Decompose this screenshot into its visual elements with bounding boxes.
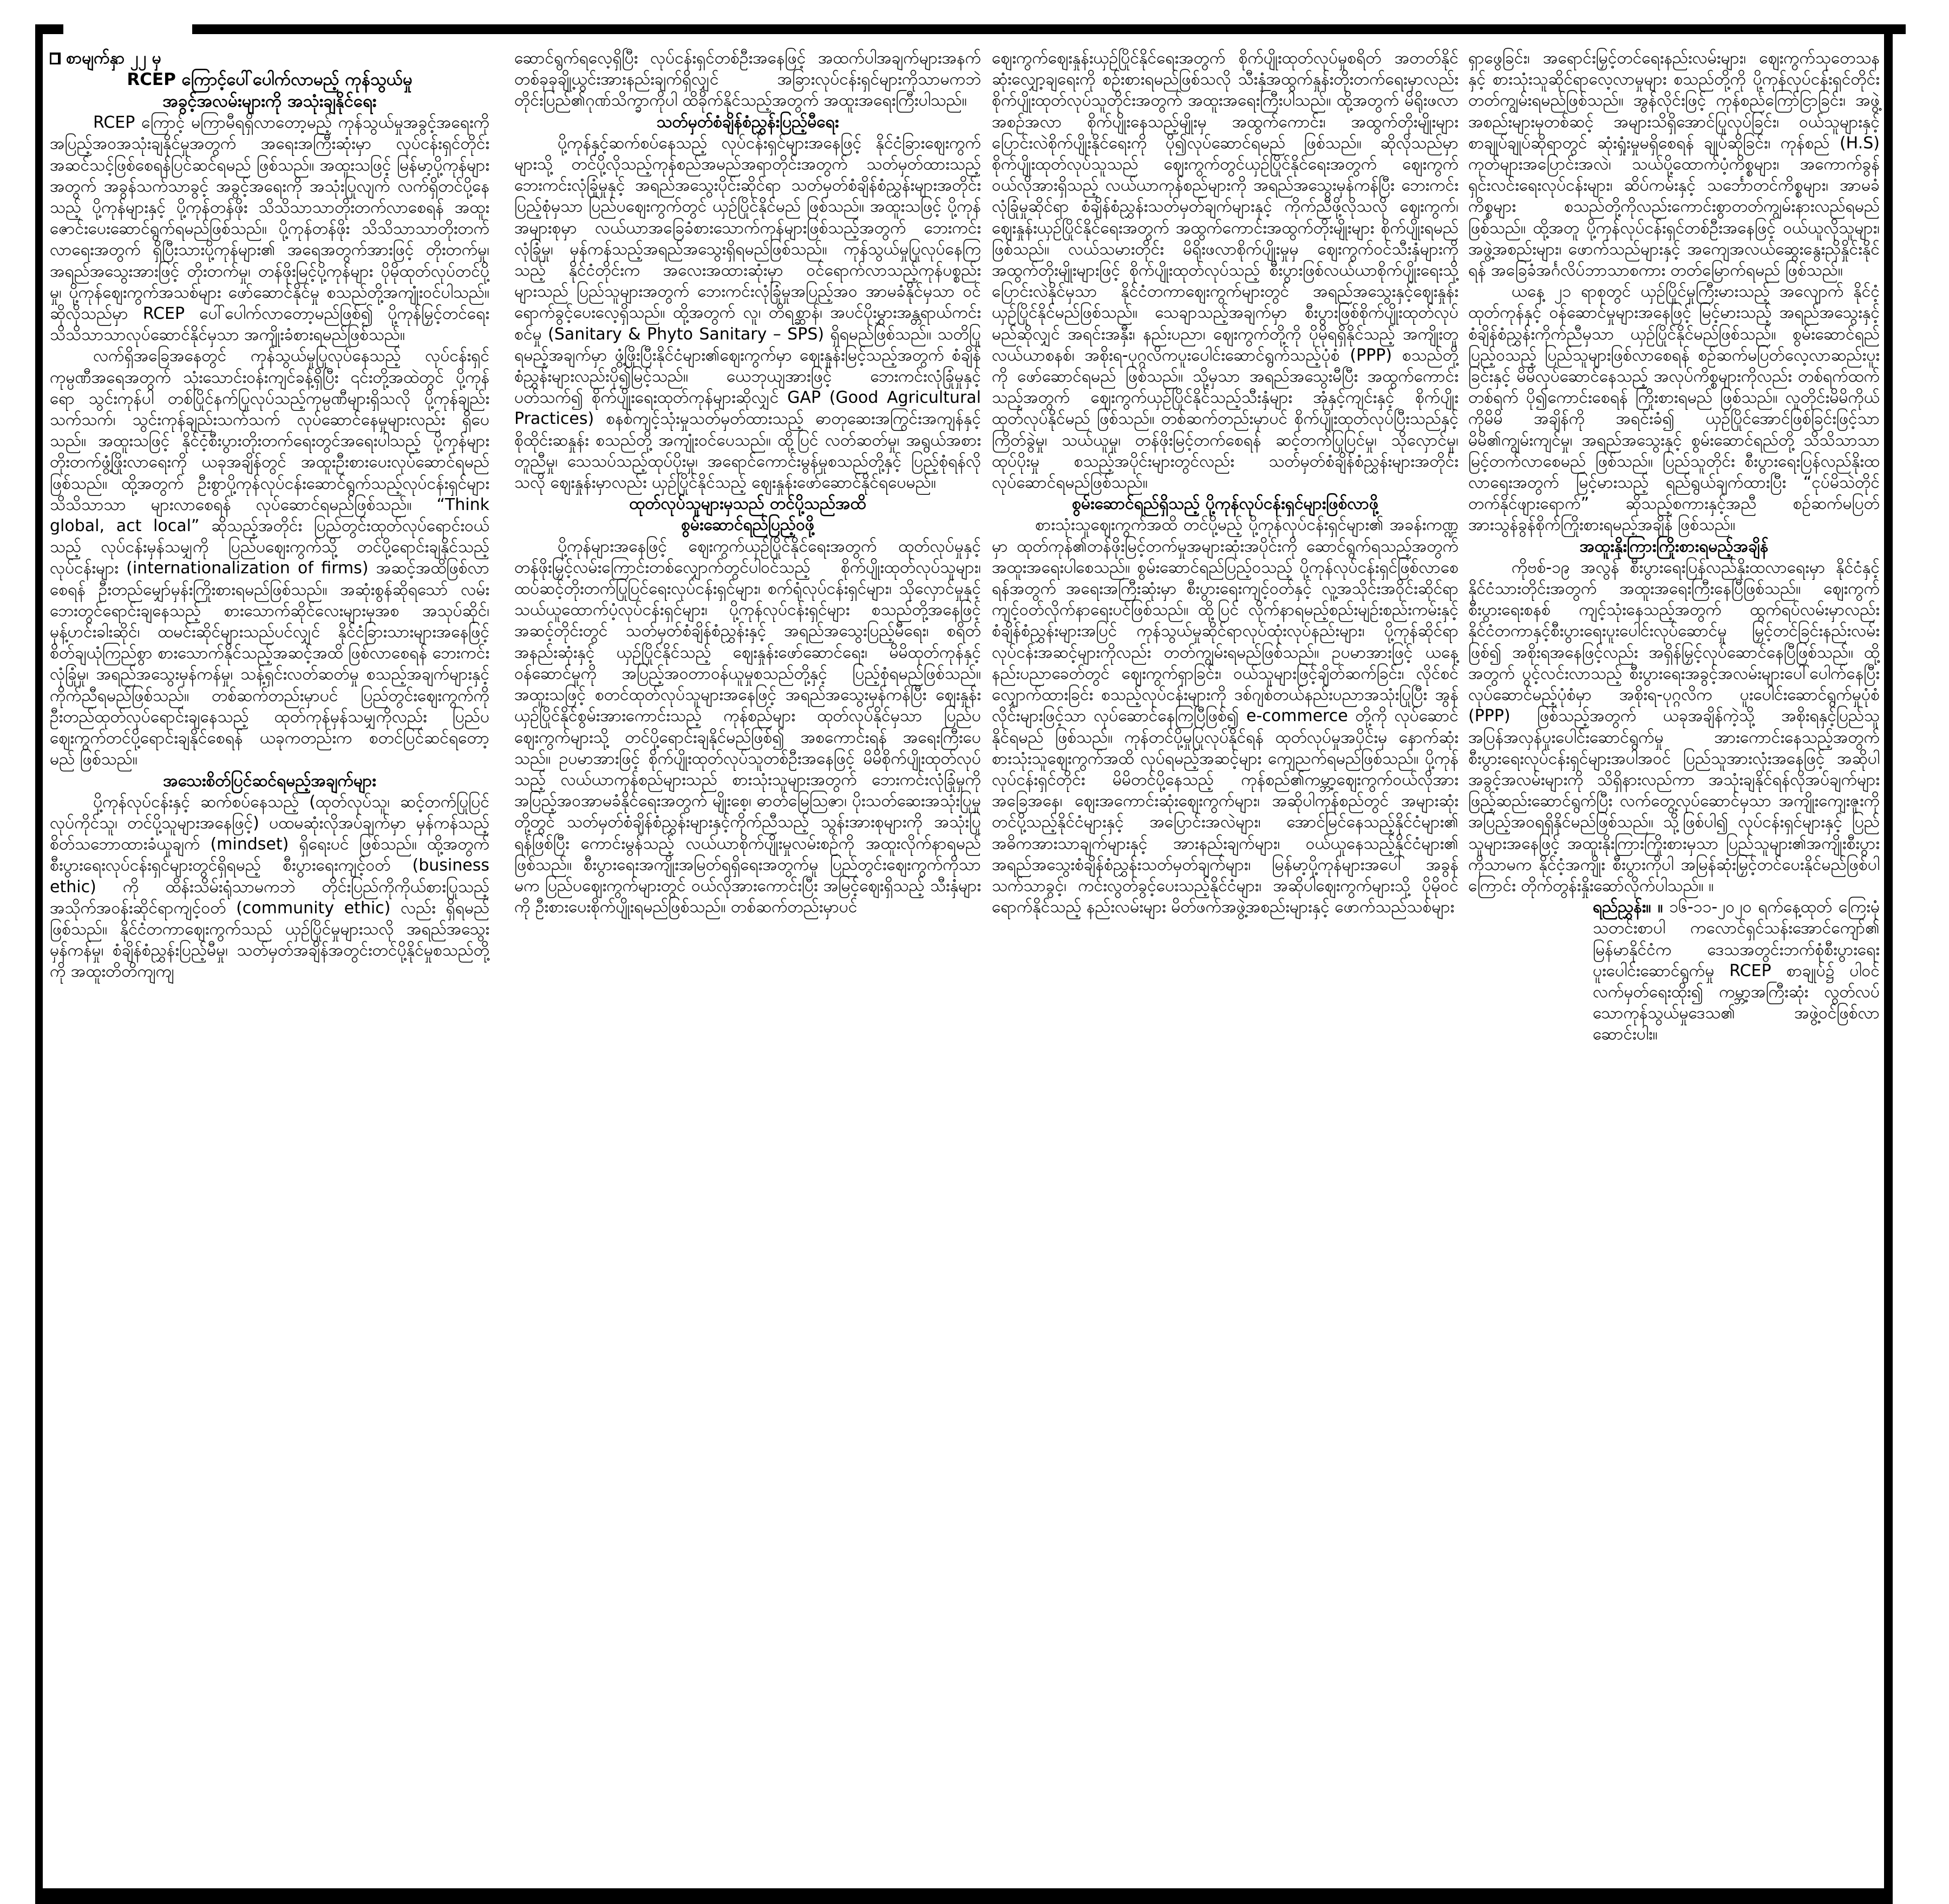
paragraph: ဈေးကွက်ဈေးနှုန်းယှဉ်ပြိုင်နိုင်ရေးအတွက် စိုက်ပျိုးထုတ်လုပ်မှုစရိတ် အတတ်နိုင်ဆုံးလျှော့ချရေးကို စဉ်းစားရမည်ဖြစ်သလို သီးနှံအထွက်နှုန်းတိုးတက်ရေးမှာလည်း စိုက်ပျိုးထုတ်လုပ်သူတိုင်းအတွက် အထူးအရေးကြီးပါသည်။ ထို့အတွက် မိရိုးဖလာအစဉ်အလာ စိုက်ပျိုးနေသည့်မျိုးမှ အထွက်ကောင်း၊ အထွက်တိုးမျိုးများ ပြောင်းလဲစိုက်ပျိုးနိုင်ရေးကို ပို၍လုပ်ဆောင်ရမည် ဖြစ်သည်။ ဆိုလိုသည်မှာ စိုက်ပျိုးထုတ်လုပ်သူသည် ဈေးကွက်တွင်ယှဉ်ပြိုင်နိုင်ရေးအတွက် ဈေးကွက်ဝယ်လိုအားရှိသည့် လယ်ယာကုန်စည်များကို အရည်အသွေးမှန်ကန်ပြီး ဘေးကင်းလုံခြုံမှုဆိုင်ရာ စံချိန်စံညွှန်းသတ်မှတ်ချက်များနှင့် ကိုက်ညီဖို့လိုသလို ဈေးကွက်၊ ဈေးနှုန်းယှဉ်ပြိုင်နိုင်ရေးအတွက် အထွက်ကောင်းအထွက်တိုးမျိုးများ စိုက်ပျိုးရမည်ဖြစ်သည်။ လယ်သမားတိုင်း မိရိုးဖလာစိုက်ပျိုးမှုမှ ဈေးကွက်ဝင်သီးနှံများကို အထွက်တိုးမျိုးများဖြင့် စိုက်ပျိုးထုတ်လုပ်သည့် စီးပွားဖြစ်လယ်ယာစိုက်ပျိုးရေးသို့ ပြောင်းလဲနိုင်မှသာ နိုင်ငံတကာဈေးကွက်များတွင် အရည်အသွေးနှင့်ဈေးနှုန်းယှဉ်ပြိုင်နိုင်မည်ဖြစ်သည်။ သေချာသည့်အချက်မှာ စီးပွားဖြစ်စိုက်ပျိုးထုတ်လုပ်မည်ဆိုလျှင် အရင်းအနှီး၊ နည်းပညာ၊ ဈေးကွက်တို့ကို ပိုမိုရရှိနိုင်သည့် အကျိုးတူလယ်ယာစနစ်၊ အစိုးရ-ပုဂ္ဂလိကပူးပေါင်းဆောင်ရွက်သည့်ပုံစံ (PPP) စသည်တို့ကို ဖော်ဆောင်ရမည် ဖြစ်သည်။ သို့မှသာ အရည်အသွေးမီပြီး အထွက်ကောင်းသည့်အတွက် ဈေးကွက်ယှဉ်ပြိုင်နိုင်သည့်သီးနှံများ အုံနှင့်ကျင်းနှင့် စိုက်ပျိုးထုတ်လုပ်နိုင်မည် ဖြစ်သည်။ တစ်ဆက်တည်းမှာပင် စိုက်ပျိုးထုတ်လုပ်ပြီးသည်နှင့် ကြိတ်ခွဲမှု၊ သယ်ယူမှု၊ တန်ဖိုးမြင့်တက်စေရန် ဆင့်တက်ပြုပြင်မှု၊ သိုလှောင်မှု၊ ထုပ်ပိုးမှု စသည့်အပိုင်းများတွင်လည်း သတ်မှတ်စံချိန်စံညွှန်းများအတိုင်း လုပ်ဆောင်ရမည်ဖြစ်သည်။ [992,49,1459,493]
section-heading-line-2: စွမ်းဆောင်ရည်ပြည့်ဝဖို့ [681,515,815,535]
section-heading: အသေးစိတ်ပြင်ဆင်ရမည့်အချက်များ [163,771,376,790]
frame-border-left [35,24,43,1904]
article-title-line-1: RCEP ကြောင့်ပေါ်ပေါက်လာမည့် ကုန်သွယ်မှု [127,70,413,90]
paragraph: ပို့ကုန်လုပ်ငန်းနှင့် ဆက်စပ်နေသည့် (ထုတ်လုပ်သူ၊ ဆင့်တက်ပြုပြင်လုပ်ကိုင်သူ၊ တင်ပို့သူများအနေဖြင့်) ပထမဆုံးလိုအပ်ချက်မှာ မှန်ကန်သည့်စိတ်သဘောထားခံယူချက် (mindset) ရှိရေးပင် ဖြစ်သည်။ ထို့အတွက် စီးပွားရေးလုပ်ငန်းရှင်များတွင်ရှိရမည့် စီးပွားရေးကျင့်ဝတ် (business ethic) ကို ထိန်းသိမ်းရုံသာမကဘဲ တိုင်းပြည်ကိုကိုယ်စားပြုသည့် အသိုက်အဝန်းဆိုင်ရာကျင့်ဝတ် (community ethic) လည်း ရှိရမည်ဖြစ်သည်။ နိုင်ငံတကာဈေးကွက်သည် ယှဉ်ပြိုင်မှုများသလို အရည်အသွေးမှန်ကန်မှု၊ စံချိန်စံညွှန်းပြည့်မီမှု၊ သတ်မှတ်အချိန်အတွင်းတင်ပို့နိုင်မှုစသည်တို့ကို အထူးတိတိကျကျ [50,792,489,982]
frame-border-top [192,24,1906,34]
frame-border-right [1884,24,1893,1904]
paragraph: ပို့ကုန်များအနေဖြင့် ဈေးကွက်ယှဉ်ပြိုင်နိုင်ရေးအတွက် ထုတ်လုပ်မှုနှင့် တန်ဖိုးမြှင့်လမ်းကြောင်းတစ်လျှောက်တွင်ပါဝင်သည့် စိုက်ပျိုးထုတ်လုပ်သူများ၊ ထပ်ဆင့်တိုးတက်ပြုပြင်ရေးလုပ်ငန်းရှင်များ၊ စက်ရုံလုပ်ငန်းရှင်များ၊ သိုလှောင်မှုနှင့် သယ်ယူထောက်ပံ့လုပ်ငန်းရှင်များ၊ ပို့ကုန်လုပ်ငန်းရှင်များ စသည်တို့အနေဖြင့် အဆင့်တိုင်းတွင် သတ်မှတ်စံချိန်စံညွှန်းနှင့် အရည်အသွေးပြည့်မီရေး၊ စရိတ်အနည်းဆုံးနှင့် ယှဉ်ပြိုင်နိုင်သည့် ဈေးနှုန်းဖော်ဆောင်ရေး၊ မိမိထုတ်ကုန်နှင့်ဝန်ဆောင်မှုကို အပြည့်အဝတာဝန်ယူမှုစသည်တို့နှင့် ပြည့်စုံရမည်ဖြစ်သည်။ အထူးသဖြင့် စတင်ထုတ်လုပ်သူများအနေဖြင့် အရည်အသွေးမှန်ကန်ပြီး ဈေးနှုန်းယှဉ်ပြိုင်နိုင်စွမ်းအားကောင်းသည့် ကုန်စည်များ ထုတ်လုပ်နိုင်မှသာ ပြည်ပဈေးကွက်များသို့ တင်ပို့ရောင်းချနိုင်မည်ဖြစ်၍ အစကောင်းရန် အရေးကြီးပေသည်။ ဥပမာအားဖြင့် စိုက်ပျိုးထုတ်လုပ်သူတစ်ဦးအနေဖြင့် မိမိစိုက်ပျိုးထုတ်လုပ်သည့် လယ်ယာကုန်စည်များသည် စားသုံးသူများအတွက် ဘေးကင်းလုံခြုံမှုကို အပြည့်အဝအာမခံနိုင်ရေးအတွက် မျိုးစေ့၊ ဓာတ်မြေဩဇာ၊ ပိုးသတ်ဆေးအသုံးပြုမှုတို့တွင် သတ်မှတ်စံချိန်စံညွှန်းများနှင့်ကိုက်ညီသည့် သွန်းအားစုများကို အသုံးပြုရန်ဖြစ်ပြီး ကောင်းမွန်သည့် လယ်ယာစိုက်ပျိုးမှုလမ်းစဉ်ကို အထူးလိုက်နာရမည်ဖြစ်သည်။ စီးပွားရေးအကျိုးအမြတ်ရရှိရေးအတွက်မူ ပြည်တွင်းဈေးကွက်ကိုသာမက ပြည်ပဈေးကွက်များတွင် ဝယ်လိုအားကောင်းပြီး အမြင့်ဈေးရှိသည့် သီးနှံများကို ဦးစားပေးစိုက်ပျိုးရမည်ဖြစ်သည်။ တစ်ဆက်တည်းမှာပင် [514,536,981,917]
frame-border-bottom [35,1888,1893,1904]
article-column-3 [992,48,1459,918]
continued-from-marker [50,48,489,69]
reference-text: ၁၆-၁၁-၂၀၂၀ ရက်နေ့ထုတ် ကြေးမုံသတင်းစာပါ ကလောင်ရှင်သန်းအောင်ကျော်၏ မြန်မာနိုင်ငံက ဒေသအတွင်းဘက်စုံစီးပွားရေး ပူးပေါင်းဆောင်ရွက်မှု RCEP စာချုပ်၌ ပါဝင်လက်မှတ်ရေးထိုး၍ ကမ္ဘာ့အကြီးဆုံး လွတ်လပ်သောကုန်သွယ်မှုဒေသ၏ အဖွဲ့ဝင်ဖြစ်လာဆောင်းပါး။ [1593,898,1880,1044]
section-heading-line-1: ထုတ်လုပ်သူများမှသည် တင်ပို့သည်အထိ [629,494,866,514]
paragraph: ရှာဖွေခြင်း၊ အရောင်းမြှင့်တင်ရေးနည်းလမ်းများ၊ ဈေးကွက်သုတေသနနှင့် စားသုံးသူဆိုင်ရာလေ့လာမှုများ စသည်တို့ကို ပို့ကုန်လုပ်ငန်းရှင်တိုင်း တတ်ကျွမ်းရမည်ဖြစ်သည်။ အွန်လိုင်းဖြင့် ကုန်စည်ကြော်ငြာခြင်း၊ အဖွဲ့အစည်းများမှတစ်ဆင့် အများသိရှိအောင်ပြုလုပ်ခြင်း၊ ဝယ်သူများနှင့် စာချုပ်ချုပ်ဆိုရာတွင် ဆုံးရှုံးမှုမရှိစေရန် ချုပ်ဆိုခြင်း၊ ကုန်စည် (H.S) ကုတ်များအပြောင်းအလဲ၊ သယ်ပို့ထောက်ပံ့ကိစ္စများ၊ အကောက်ခွန်ရှင်းလင်းရေးလုပ်ငန်းများ၊ ဆိပ်ကမ်းနှင့် သင်္ဘောတင်ကိစ္စများ၊ အာမခံကိစ္စများ စသည်တို့ကိုလည်းကောင်းစွာတတ်ကျွမ်းနားလည်ရမည်ဖြစ်သည်။ ထို့အတူ ပို့ကုန်လုပ်ငန်းရှင်တစ်ဦးအနေဖြင့် ဝယ်ယူလိုသူများ၊ အဖွဲ့အစည်းများ၊ ဖောက်သည်များနှင့် အကျေအလယ်ဆွေးနွေးညှိနှိုင်းနိုင်ရန် အခြေခံအင်္ဂလိပ်ဘာသာစကား တတ်မြောက်ရမည် ဖြစ်သည်။ [1468,49,1880,280]
article-column-4 [1468,48,1880,1045]
reference-label: ရည်ညွှန်း။ ။ [1593,898,1663,917]
paragraph: စားသုံးသူဈေးကွက်အထိ တင်ပို့မည့် ပို့ကုန်လုပ်ငန်းရှင်များ၏ အခန်းကဏ္ဍမှာ ထုတ်ကုန်၏တန်ဖိုးမြင့်တက်မှုအများဆုံးအပိုင်းကို ဆောင်ရွက်ရသည့်အတွက် အထူးအရေးပါစေသည်။ စွမ်းဆောင်ရည်ပြည့်ဝသည့် ပို့ကုန်လုပ်ငန်းရှင်ဖြစ်လာစေရန်အတွက် အရေးအကြီးဆုံးမှာ စီးပွားရေးကျင့်ဝတ်နှင့် လူ့အသိုင်းအဝိုင်းဆိုင်ရာ ကျင့်ဝတ်လိုက်နာရေးပင်ဖြစ်သည်။ ထို့ပြင် လိုက်နာရမည့်စည်းမျဉ်းစည်းကမ်းနှင့် စံချိန်စံညွှန်းများအပြင် ကုန်သွယ်မှုဆိုင်ရာလုပ်ထုံးလုပ်နည်းများ၊ ပို့ကုန်ဆိုင်ရာလုပ်ငန်းအဆင့်များကိုလည်း တတ်ကျွမ်းရမည်ဖြစ်သည်။ ဥပမာအားဖြင့် ယနေ့နည်းပညာခေတ်တွင် ဈေးကွက်ရှာခြင်း၊ ဝယ်သူများဖြင့်ချိတ်ဆက်ခြင်း၊ လိုင်စင်လျှောက်ထားခြင်း စသည့်လုပ်ငန်းများကို ဒစ်ဂျစ်တယ်နည်းပညာအသုံးပြုပြီး အွန်လိုင်းများဖြင့်သာ လုပ်ဆောင်နေကြပြီဖြစ်၍ e-commerce တို့ကို လုပ်ဆောင်နိုင်ရမည် ဖြစ်သည်။ ကုန်တင်ပို့မှုပြုလုပ်နိုင်ရန် ထုတ်လုပ်မှုအပိုင်းမှ နောက်ဆုံးစားသုံးသူဈေးကွက်အထိ လုပ်ရမည့်အဆင့်များ ကျေညက်ရမည်ဖြစ်သည်။ ပို့ကုန်လုပ်ငန်းရှင်တိုင်း မိမိတင်ပို့နေသည့် ကုန်စည်၏ကမ္ဘာ့ဈေးကွက်ဝယ်လိုအားအခြေအနေ၊ ဈေးအကောင်းဆုံးဈေးကွက်များ၊ အဆိုပါကုန်စည်တွင် အများဆုံးတင်ပို့သည့်နိုင်ငံများနှင့် အပြောင်းအလဲများ၊ အောင်မြင်နေသည့်နိုင်ငံများ၏ အဓိကအားသာချက်များနှင့် အားနည်းချက်များ၊ ဝယ်ယူနေသည့်နိုင်ငံများ၏ အရည်အသွေးစံချိန်စံညွှန်းသတ်မှတ်ချက်များ၊ မြန်မာ့ပို့ကုန်များအပေါ် အခွန်သက်သာခွင့်၊ ကင်းလွတ်ခွင့်ပေးသည့်နိုင်ငံများ၊ အဆိုပါဈေးကွက်များသို့ ပိုမိုဝင်ရောက်နိုင်သည့် နည်းလမ်းများ မိတ်ဖက်အဖွဲ့အစည်းများနှင့် ဖောက်သည်သစ်များ [992,515,1459,917]
paragraph: RCEP ကြောင့် မကြာမီရရှိလာတော့မည့် ကုန်သွယ်မှုအခွင့်အရေးကို အပြည့်အဝအသုံးချနိုင်မှုအတွက် အရေးအကြီးဆုံးမှာ လုပ်ငန်းရှင်တိုင်းအဆင်သင့်ဖြစ်စေရန်ပြင်ဆင်ရမည် ဖြစ်သည်။ အထူးသဖြင့် မြန်မာ့ပို့ကုန်များအတွက် အခွန်သက်သာခွင့် အခွင့်အရေးကို အသုံးပြုလျက် လက်ရှိတင်ပို့နေသည့် ပို့ကုန်များနှင့် ပို့ကုန်တန်ဖိုး သိသိသာသာတိုးတက်လာစေရန် အထူးဇောင်းပေးဆောင်ရွက်ရမည်ဖြစ်သည်။ ပို့ကုန်တန်ဖိုး သိသိသာသာတိုးတက်လာရေးအတွက် ရှိပြီးသားပို့ကုန်များ၏ အရေအတွက်အားဖြင့် တိုးတက်မှု၊ အရည်အသွေးအားဖြင့် တိုးတက်မှု၊ တန်ဖိုးမြင့်ပို့ကုန်များ ပိုမိုထုတ်လုပ်တင်ပို့မှု၊ ပို့ကုန်ဈေးကွက်အသစ်များ ဖော်ဆောင်နိုင်မှု စသည်တို့အကျုံးဝင်ပါသည်။ ဆိုလိုသည်မှာ RCEP ပေါ်ပေါက်လာတော့မည်ဖြစ်၍ ပို့ကုန်မြှင့်တင်ရေး သိသိသာသာလုပ်ဆောင်နိုင်မှသာ အကျိုးခံစားရမည်ဖြစ်သည်။ [50,113,489,345]
paragraph: ယနေ့ ၂၁ ရာစုတွင် ယှဉ်ပြိုင်မှုကြီးမားသည့် အလျောက် နိုင်ငံ့ထုတ်ကုန်နှင့် ဝန်ဆောင်မှုများအနေဖြင့် မြင့်မားသည့် အရည်အသွေးနှင့် စံချိန်စံညွှန်းကိုက်ညီမှသာ ယှဉ်ပြိုင်နိုင်မည်ဖြစ်သည်။ စွမ်းဆောင်ရည်ပြည့်ဝသည့် ပြည်သူများဖြစ်လာစေရန် စဉ်ဆက်မပြတ်လေ့လာဆည်းပူးခြင်းနှင့် မိမိလုပ်ဆောင်နေသည့် အလုပ်ကိစ္စများကိုလည်း တစ်ရက်ထက်တစ်ရက် ပို၍ကောင်းစေရန် ကြိုးစားရမည် ဖြစ်သည်။ လူတိုင်းမိမိကိုယ်ကိုမိမိ အချိန်ကို အရင်းခံ၍ ယှဉ်ပြိုင်အောင်ဖြစ်ခြင်းဖြင့်သာ မိမိ၏ကျွမ်းကျင်မှု၊ အရည်အသွေးနှင့် စွမ်းဆောင်ရည်တို့ သိသိသာသာမြင့်တက်လာစေမည် ဖြစ်သည်။ ပြည်သူတိုင်း စီးပွားရေးပြန်လည်နိုးထလာရေးအတွက် မြင့်မားသည့် ရည်ရွယ်ချက်ထားပြီး “ငုပ်မိသဲတိုင် တက်နိုင်ဖျားရောက်” ဆိုသည့်စကားနှင့်အညီ စဉ်ဆက်မပြတ်အားသွန်ခွန်စိုက်ကြိုးစားရမည့်အချိန် ဖြစ်သည်။ [1468,282,1880,535]
paragraph: ပို့ကုန်နှင့်ဆက်စပ်နေသည့် လုပ်ငန်းရှင်များအနေဖြင့် နိုင်ငံခြားဈေးကွက်များသို့ တင်ပို့လိုသည့်ကုန်စည်အမည်အရာတိုင်းအတွက် သတ်မှတ်ထားသည့် ဘေးကင်းလုံခြုံမှုနှင့် အရည်အသွေးပိုင်းဆိုင်ရာ သတ်မှတ်စံချိန်စံညွှန်းများအတိုင်း ပြည့်စုံမှသာ ပြည်ပဈေးကွက်တွင် ယှဉ်ပြိုင်နိုင်မည် ဖြစ်သည်။ အထူးသဖြင့် ပို့ကုန်အများစုမှာ လယ်ယာအခြေခံစားသောက်ကုန်များဖြစ်သည့်အတွက် ဘေးကင်းလုံခြုံမှု၊ မှန်ကန်သည့်အရည်အသွေးရှိရမည်ဖြစ်သည်။ ကုန်သွယ်မှုပြုလုပ်နေကြသည့် နိုင်ငံတိုင်းက အလေးအထားဆုံးမှာ ဝင်ရောက်လာသည့်ကုန်ပစ္စည်းများသည် ပြည်သူများအတွက် ဘေးကင်းလုံခြုံမှုအပြည့်အဝ အာမခံနိုင်မှသာ ဝင်ရောက်ခွင့်ပေးလေ့ရှိသည်။ ထို့အတွက် လူ၊ တိရစ္ဆာန်၊ အပင်ပိုးမွှားအန္တရာယ်ကင်းစင်မှု (Sanitary & Phyto Sanitary – SPS) ရှိရမည်ဖြစ်သည်။ သတိပြုရမည့်အချက်မှာ ဖွံ့ဖြိုးပြီးနိုင်ငံများ၏ဈေးကွက်မှာ ဈေးနှုန်းမြင့်သည့်အတွက် စံချိန်စံညွှန်းများလည်းပို၍မြင့်သည်။ ယေဘုယျအားဖြင့် ဘေးကင်းလုံခြုံမှုနှင့်ပတ်သက်၍ စိုက်ပျိုးရေးထုတ်ကုန်များဆိုလျှင် GAP (Good Agricultural Practices) စနစ်ကျင့်သုံးမှုသတ်မှတ်ထားသည့် ဓာတုဆေးအကြွင်းအကျန်နှင့် စိုထိုင်းဆနှုန်း စသည်တို့ အကျုံးဝင်ပေသည်။ ထို့ပြင် လတ်ဆတ်မှု၊ အရွယ်အစားတူညီမှု၊ သေသပ်သည့်ထုပ်ပိုးမှု၊ အရောင်ကောင်းမွန်မှုစသည်တို့နှင့် ပြည့်စုံရန်လိုသလို ဈေးနှုန်းမှာလည်း ယှဉ်ပြိုင်နိုင်သည့် ဈေးနှုန်းဖော်ဆောင်နိုင်ရပေမည်။ [514,133,981,493]
article-column-2 [514,48,981,918]
article-title-line-2: အခွင့်အလမ်းများကို အသုံးချနိုင်ရေး [162,91,377,112]
article-column-1 [50,48,489,983]
section-heading: သတ်မှတ်စံချိန်စံညွှန်းပြည့်မီရေး [656,112,839,132]
continued-from-text: စာမျက်နှာ ၂၂ မှ [66,49,161,68]
paragraph: ကိုဗစ်-၁၉ အလွန် စီးပွားရေးပြန်လည်နိုးထလာရေးမှာ နိုင်ငံနှင့် နိုင်ငံသားတိုင်းအတွက် အထူးအရေးကြီးနေပြီဖြစ်သည်။ ဈေးကွက်စီးပွားရေးစနစ် ကျင့်သုံးနေသည့်အတွက် ထွက်ရပ်လမ်းမှာလည်း နိုင်ငံတကာနှင့်စီးပွားရေးပူးပေါင်းလုပ်ဆောင်မှု မြှင့်တင်ခြင်းနည်းလမ်းဖြစ်၍ အစိုးရအနေဖြင့်လည်း အရှိန်မြှင့်လုပ်ဆောင်နေပြီဖြစ်သည်။ ထို့အတွက် ပွင့်လင်းလာသည့် စီးပွားရေးအခွင့်အလမ်းများပေါ်ပေါက်နေပြီး လုပ်ဆောင်မည့်ပုံစံမှာ အစိုးရ-ပုဂ္ဂလိက ပူးပေါင်းဆောင်ရွက်မှုပုံစံ (PPP) ဖြစ်သည့်အတွက် ယခုအချိန်ကဲ့သို့ အစိုးရနှင့်ပြည်သူ အပြန်အလှန်ပူးပေါင်းဆောင်ရွက်မှု အားကောင်းနေသည့်အတွက် စီးပွားရေးလုပ်ငန်းရှင်များအပါအဝင် ပြည်သူအားလုံးအနေဖြင့် အဆိုပါအခွင့်အလမ်းများကို သိရှိနားလည်ကာ အသုံးချနိုင်ရန်လိုအပ်ချက်များ ဖြည့်ဆည်းဆောင်ရွက်ပြီး လက်တွေ့လုပ်ဆောင်မှသာ အကျိုးကျေးဇူးကို အပြည့်အဝရရှိနိုင်မည်ဖြစ်သည်။ သို့ဖြစ်ပါ၍ လုပ်ငန်းရှင်များနှင့် ပြည်သူများအနေဖြင့် အထူးနိုးကြားကြိုးစားမှသာ ပြည်သူများ၏အကျိုးစီးပွားကိုသာမက နိုင်ငံ့အကျိုး စီးပွားကိုပါ အမြန်ဆုံးမြှင့်တင်ပေးနိုင်မည်ဖြစ်ပါကြောင်း တိုက်တွန်းနှိုးဆော်လိုက်ပါသည်။ ။ [1468,558,1880,895]
paragraph: လက်ရှိအခြေအနေတွင် ကုန်သွယ်မှုပြုလုပ်နေသည့် လုပ်ငန်းရှင်ကုမ္ပဏီအရေအတွက် သုံးသောင်းဝန်းကျင်ခန့်ရှိပြီး ၎င်းတို့အထဲတွင် ပို့ကုန်ရော သွင်းကုန်ပါ တစ်ပြိုင်နက်ပြုလုပ်သည့်ကုမ္ပဏီများရှိသလို ပို့ကုန်ချည်းသက်သက်၊ သွင်းကုန်ချည်းသက်သက် လုပ်ဆောင်နေမှုများလည်း ရှိပေသည်။ အထူးသဖြင့် နိုင်ငံ့စီးပွားတိုးတက်ရေးတွင်အရေးပါသည့် ပို့ကုန်များ တိုးတက်ဖွံ့ဖြိုးလာရေးကို ယခုအချိန်တွင် အထူးဦးစားပေးလုပ်ဆောင်ရမည်ဖြစ်သည်။ ထို့အတွက် ဦးစွာပို့ကုန်လုပ်ငန်းဆောင်ရွက်သည့်လုပ်ငန်းရှင်များ သိသိသာသာ များလာစေရန် လုပ်ဆောင်ရမည်ဖြစ်သည်။ “Think global, act local” ဆိုသည့်အတိုင်း ပြည်တွင်းထုတ်လုပ်ရောင်းဝယ်သည့် လုပ်ငန်းမှန်သမျှကို ပြည်ပဈေးကွက်သို့ တင်ပို့ရောင်းချနိုင်သည့်လုပ်ငန်းများ (internationalization of firms) အဆင့်အထိဖြစ်လာစေရန် ဦးတည်မျှော်မှန်းကြိုးစားရမည်ဖြစ်သည်။ အဆုံးစွန်ဆိုရသော် လမ်းဘေးတွင်ရောင်းချနေသည့် စားသောက်ဆိုင်လေးများမှအစ အသုပ်ဆိုင်၊ မုန့်ဟင်းခါးဆိုင်၊ ထမင်းဆိုင်များသည်ပင်လျှင် နိုင်ငံခြားသားများအနေဖြင့် စိတ်ချယုံကြည်စွာ စားသောက်နိုင်သည့်အဆင့်အထိ ဖြစ်လာစေရန် ဘေးကင်း လုံခြုံမှု၊ အရည်အသွေးမှန်ကန်မှု၊ သန့်ရှင်းလတ်ဆတ်မှု စသည့်အချက်များနှင့် ကိုက်ညီရမည်ဖြစ်သည်။ တစ်ဆက်တည်းမှာပင် ပြည်တွင်းဈေးကွက်ကို ဦးတည်ထုတ်လုပ်ရောင်းချနေသည့် ထုတ်ကုန်မှန်သမျှကိုလည်း ပြည်ပဈေးကွက်တင်ပို့ရောင်းချနိုင်စေရန် ယခုကတည်းက စတင်ပြင်ဆင်ရတော့မည် ဖြစ်သည်။ [50,346,489,769]
paragraph: ဆောင်ရွက်ရလေ့ရှိပြီး လုပ်ငန်းရှင်တစ်ဦးအနေဖြင့် အထက်ပါအချက်များအနက် တစ်ခုခုချို့ယွင်းအားနည်းချက်ရှိလျှင် အခြားလုပ်ငန်းရှင်များကိုသာမကဘဲ တိုင်းပြည်၏ဂုဏ်သိက္ခာကိုပါ ထိခိုက်နိုင်သည့်အတွက် အထူးအရေးကြီးပါသည်။ [514,49,981,110]
continued-box-icon [50,53,61,64]
reference-credit [1468,897,1880,1045]
section-heading: စွမ်းဆောင်ရည်ရှိသည့် ပို့ကုန်လုပ်ငန်းရှင်များဖြစ်လာဖို့ [1071,494,1378,514]
section-heading: အထူးနိုးကြားကြိုးစားရမည့်အချိန် [1579,536,1769,556]
